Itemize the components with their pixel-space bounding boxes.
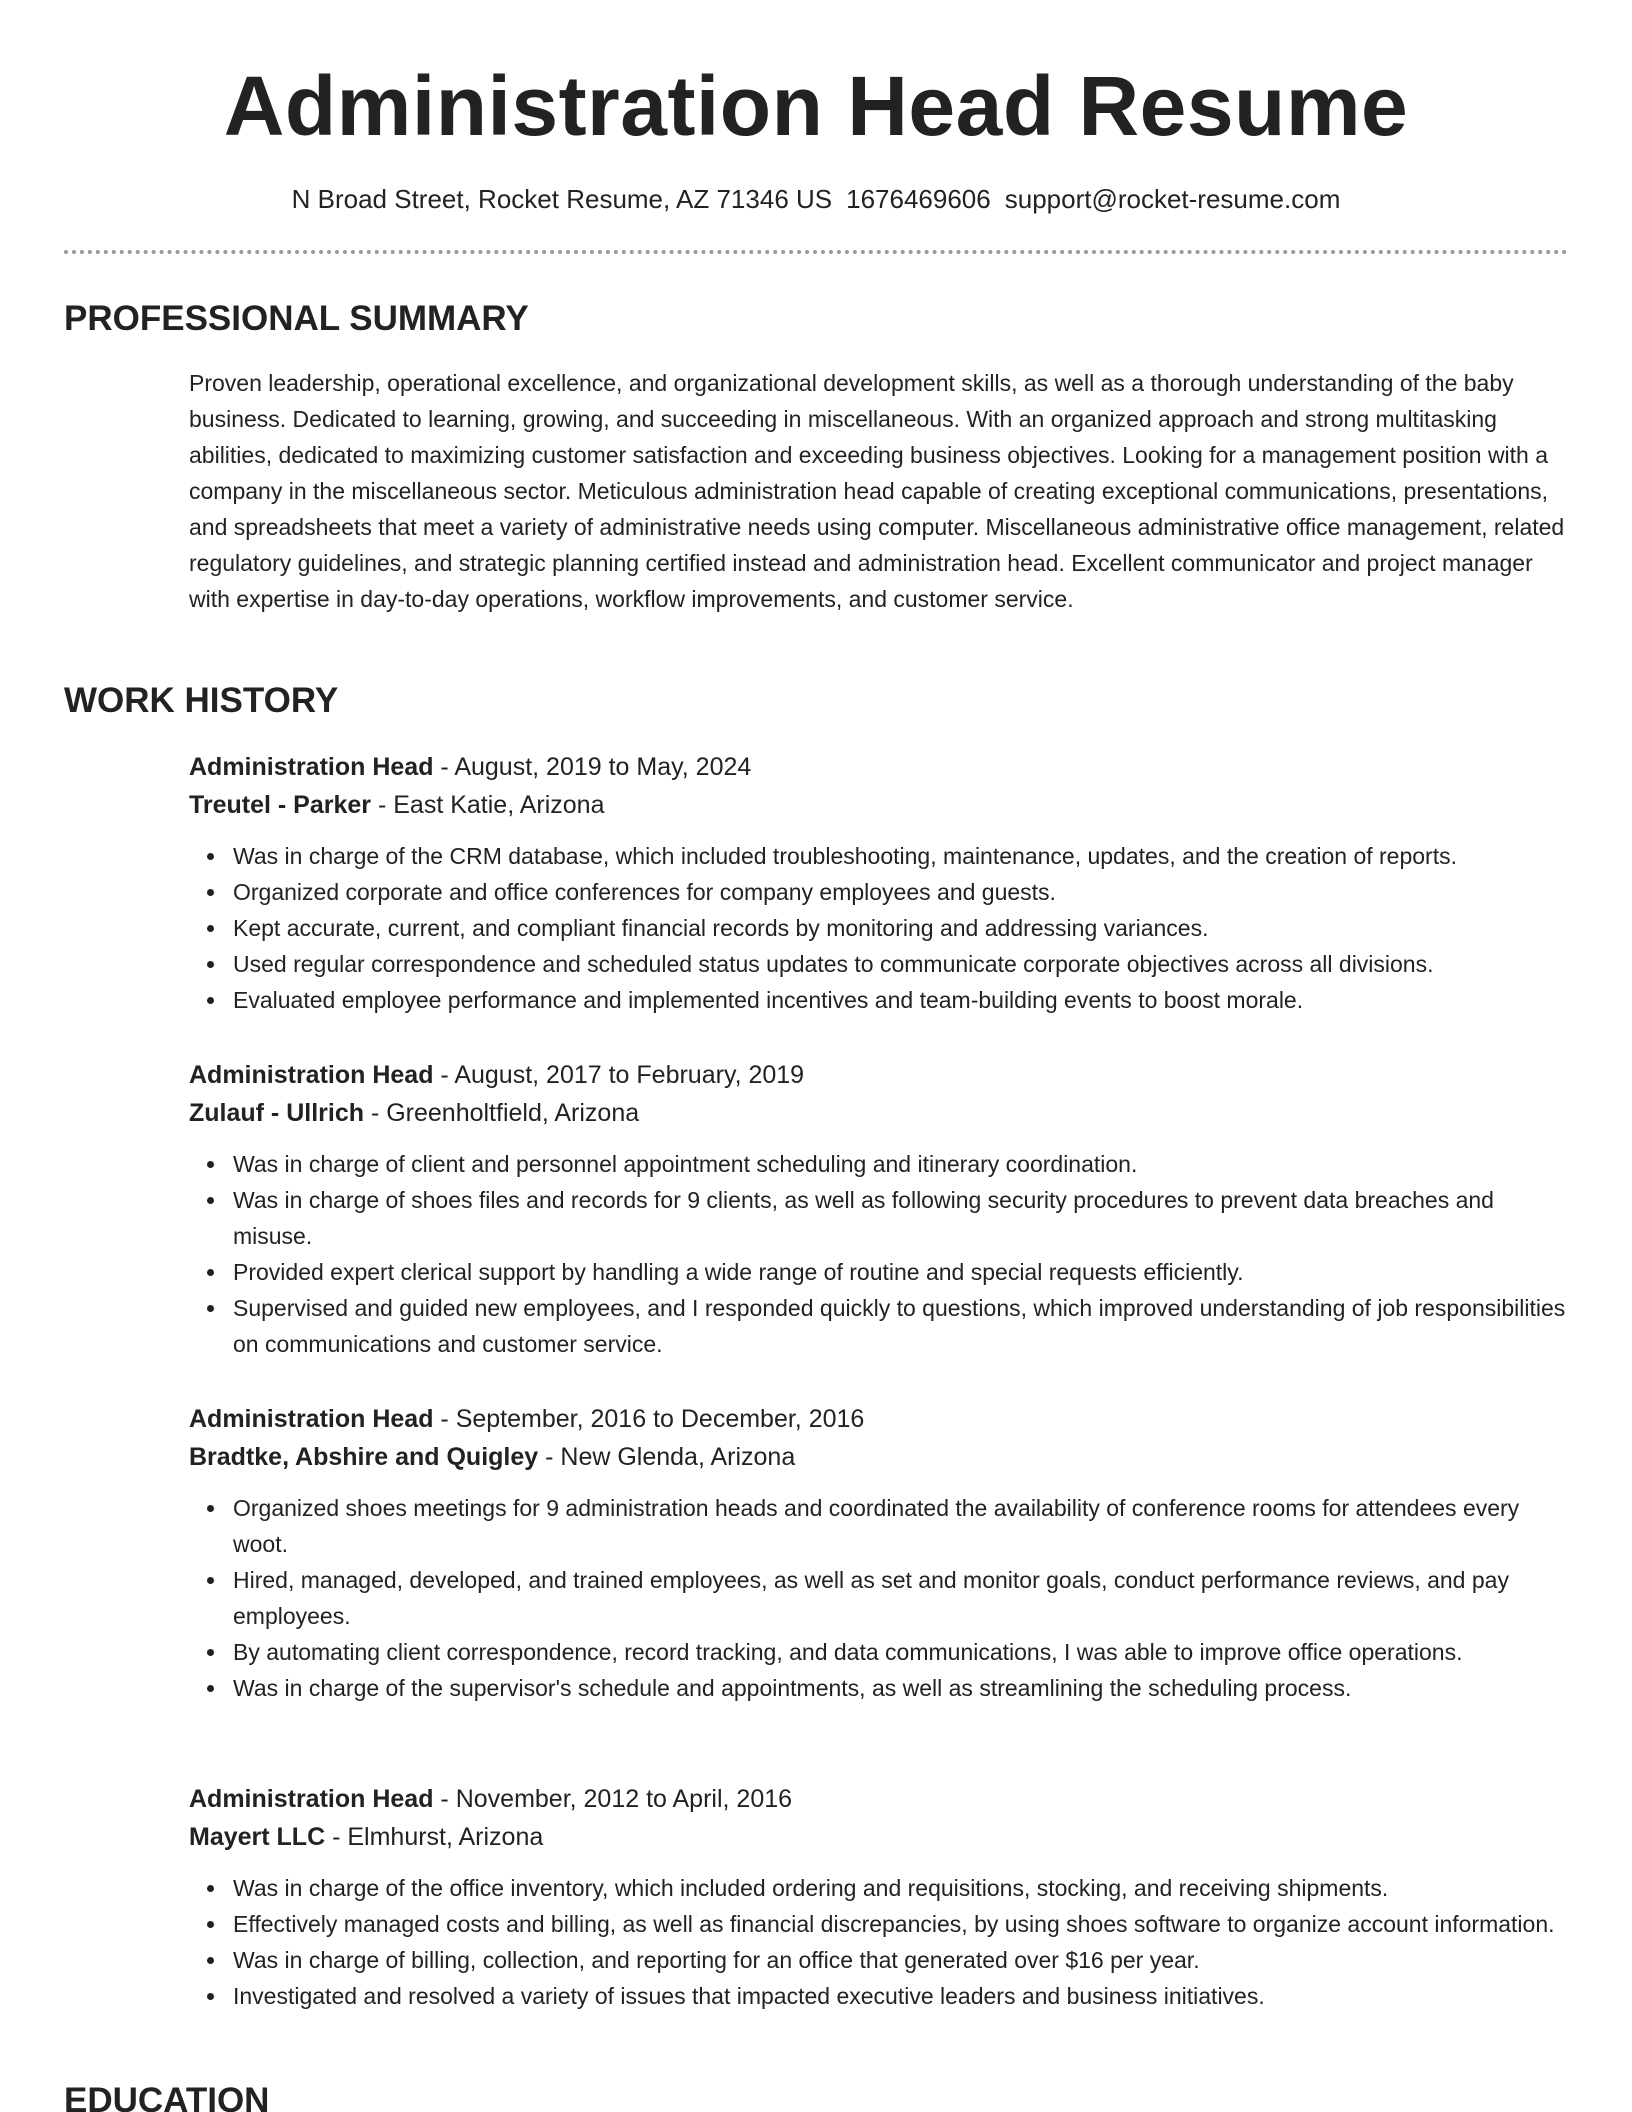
job-bullet: Investigated and resolved a variety of issues that impacted executive leaders and business initiatives.: [189, 1978, 1569, 2014]
job-bullet: Was in charge of shoes files and records for 9 clients, as well as following security procedures to prevent data breaches and misuse.: [189, 1182, 1569, 1254]
job-location: - Greenholtfield, Arizona: [364, 1099, 640, 1127]
job-role: Administration Head: [189, 1405, 434, 1433]
job-location: - New Glenda, Arizona: [538, 1443, 796, 1471]
summary-heading: PROFESSIONAL SUMMARY: [64, 299, 529, 338]
job-company: Mayert LLC: [189, 1823, 326, 1851]
job-bullet: Provided expert clerical support by handling a wide range of routine and special requests efficiently.: [189, 1254, 1569, 1290]
job-bullet: Used regular correspondence and scheduled status updates to communicate corporate objectives across all divisions.: [189, 946, 1569, 982]
job-dates: - November, 2012 to April, 2016: [433, 1785, 793, 1813]
job-bullet: Was in charge of the CRM database, which included troubleshooting, maintenance, updates, and the creation of reports.: [189, 838, 1569, 874]
job-role: Administration Head: [189, 1061, 434, 1089]
job-bullet: Kept accurate, current, and compliant financial records by monitoring and addressing variances.: [189, 910, 1569, 946]
job-entry: [189, 748, 1569, 1018]
job-bullet: Supervised and guided new employees, and I responded quickly to questions, which improved understanding of job responsibilities on communications and customer service.: [189, 1290, 1569, 1362]
job-location: - East Katie, Arizona: [371, 791, 605, 819]
job-entry: [189, 1780, 1569, 2014]
job-bullet: Effectively managed costs and billing, as well as financial discrepancies, by using shoes software to organize account information.: [189, 1906, 1569, 1942]
contact-address: N Broad Street, Rocket Resume, AZ 71346 US: [291, 184, 833, 214]
job-bullet: Was in charge of billing, collection, and reporting for an office that generated over $16 per year.: [189, 1942, 1569, 1978]
job-bullets: [189, 1870, 1569, 2014]
job-bullet: By automating client correspondence, record tracking, and data communications, I was able to improve office operations.: [189, 1634, 1569, 1670]
job-title-line: [189, 748, 1569, 786]
job-company-line: [189, 1818, 1569, 1856]
job-company-line: [189, 1094, 1569, 1132]
contact-line: [0, 182, 1632, 216]
job-title-line: [189, 1400, 1569, 1438]
job-role: Administration Head: [189, 1785, 434, 1813]
job-title-line: [189, 1780, 1569, 1818]
job-bullets: [189, 1146, 1569, 1362]
job-entry: [189, 1400, 1569, 1706]
job-bullet: Organized corporate and office conferences for company employees and guests.: [189, 874, 1569, 910]
job-location: - Elmhurst, Arizona: [325, 1823, 544, 1851]
job-dates: - September, 2016 to December, 2016: [433, 1405, 865, 1433]
job-bullet: Was in charge of the office inventory, which included ordering and requisitions, stocking, and receiving shipments.: [189, 1870, 1569, 1906]
education-heading: EDUCATION: [64, 2081, 270, 2112]
job-bullet: Was in charge of the supervisor's schedule and appointments, as well as streamlining the scheduling process.: [189, 1670, 1569, 1706]
job-bullets: [189, 1490, 1569, 1706]
job-entry: [189, 1056, 1569, 1362]
job-company: Bradtke, Abshire and Quigley: [189, 1443, 539, 1471]
job-company: Zulauf - Ullrich: [189, 1099, 364, 1127]
job-company: Treutel - Parker: [189, 791, 372, 819]
job-bullet: Was in charge of client and personnel appointment scheduling and itinerary coordination.: [189, 1146, 1569, 1182]
contact-phone: 1676469606: [846, 184, 991, 214]
job-bullet: Organized shoes meetings for 9 administration heads and coordinated the availability of conference rooms for attendees every woot.: [189, 1490, 1569, 1562]
header-divider: [64, 250, 1568, 254]
resume-title: Administration Head Resume: [223, 59, 1409, 153]
contact-email: support@rocket-resume.com: [1004, 184, 1341, 214]
job-bullet: Hired, managed, developed, and trained employees, as well as set and monitor goals, conduct performance reviews, and pay employees.: [189, 1562, 1569, 1634]
work-history-heading: WORK HISTORY: [64, 681, 339, 720]
job-bullet: Evaluated employee performance and implemented incentives and team-building events to boost morale.: [189, 982, 1569, 1018]
job-company-line: [189, 1438, 1569, 1476]
summary-text: Proven leadership, operational excellence, and organizational development skills, as well as a thorough understanding of the baby business. Dedicated to learning, growing, and succeeding in miscellaneous. With an organized approach and strong multitasking abilities, dedicated to maximizing customer satisfaction and exceeding business objectives. Looking for a management position with a company in the miscellaneous sector. Meticulous administration head capable of creating exceptional communications, presentations, and spreadsheets that meet a variety of administrative needs using computer. Miscellaneous administrative office management, related regulatory guidelines, and strategic planning certified instead and administration head. Excellent communicator and project manager with expertise in day-to-day operations, workflow improvements, and customer service.: [189, 370, 1565, 612]
job-role: Administration Head: [189, 753, 434, 781]
job-dates: - August, 2019 to May, 2024: [433, 753, 752, 781]
job-bullets: [189, 838, 1569, 1018]
job-company-line: [189, 786, 1569, 824]
job-title-line: [189, 1056, 1569, 1094]
job-dates: - August, 2017 to February, 2019: [433, 1061, 805, 1089]
